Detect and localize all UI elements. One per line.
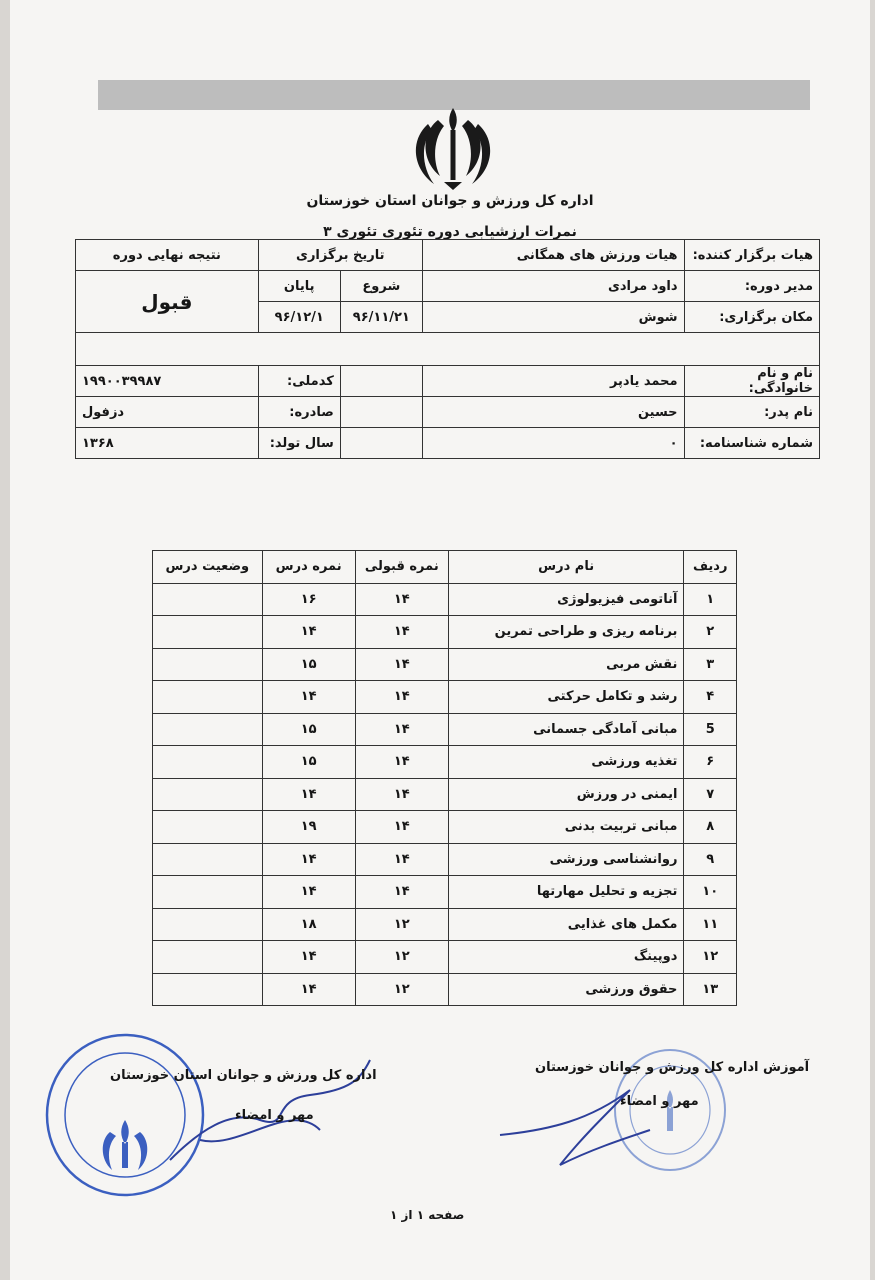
issued-value: دزفول: [76, 397, 259, 428]
table-row: [153, 778, 737, 811]
course-grade: ۱۴: [262, 616, 355, 649]
empty-cell: [340, 428, 422, 459]
course-status: [153, 843, 263, 876]
table-row: [153, 908, 737, 941]
course-name: مکمل های غذایی: [448, 908, 684, 941]
right-signature-org: آموزش اداره کل ورزش و جوانان خوزستان: [535, 1060, 810, 1075]
pass-grade: ۱۲: [355, 941, 448, 974]
start-label: شروع: [340, 271, 422, 302]
course-status: [153, 811, 263, 844]
row-number: ۳: [684, 648, 737, 681]
course-status: [153, 876, 263, 909]
father-label: نام پدر:: [684, 397, 819, 428]
place-value: شوش: [422, 302, 684, 333]
course-name: حقوق ورزشی: [448, 973, 684, 1006]
result-value: قبول: [76, 271, 259, 333]
pass-grade: ۱۴: [355, 681, 448, 714]
idno-label: شماره شناسنامه:: [684, 428, 819, 459]
table-row: [153, 681, 737, 714]
national-value: ۱۹۹۰۰۳۹۹۸۷: [76, 366, 259, 397]
row-number: ۱۰: [684, 876, 737, 909]
grades-table: [152, 550, 737, 1006]
header-course-status: وضعیت درس: [153, 551, 263, 584]
course-grade: ۱۵: [262, 746, 355, 779]
row-number: ۶: [684, 746, 737, 779]
course-status: [153, 778, 263, 811]
name-value: محمد یادپر: [422, 366, 684, 397]
right-signature-sub: مهر و امضاء: [620, 1094, 699, 1109]
table-row: [153, 713, 737, 746]
end-value: ۹۶/۱۲/۱: [258, 302, 340, 333]
end-label: پایان: [258, 271, 340, 302]
row-number: ۸: [684, 811, 737, 844]
document-sheet: [10, 0, 870, 1280]
header-row-no: ردیف: [684, 551, 737, 584]
org-heading: اداره کل ورزش و جوانان استان خوزستان: [306, 193, 594, 209]
course-name: نقش مربی: [448, 648, 684, 681]
place-label: مکان برگزاری:: [684, 302, 819, 333]
course-grade: ۱۴: [262, 973, 355, 1006]
table-row: [153, 941, 737, 974]
course-status: [153, 908, 263, 941]
row-number: ۱: [684, 583, 737, 616]
course-status: [153, 941, 263, 974]
course-name: دوپینگ: [448, 941, 684, 974]
header-course-name: نام درس: [448, 551, 684, 584]
page-title: نمرات ارزشیابی دوره تئوری تئوری ۳: [323, 224, 577, 240]
result-header: نتیجه نهایی دوره: [76, 240, 259, 271]
course-name: برنامه ریزی و طراحی تمرین: [448, 616, 684, 649]
table-row: [153, 583, 737, 616]
left-signature-sub: مهر و امضاء: [235, 1108, 314, 1123]
header-pass-grade: نمره قبولی: [355, 551, 448, 584]
row-number: ۲: [684, 616, 737, 649]
course-status: [153, 583, 263, 616]
row-number: ۹: [684, 843, 737, 876]
course-name: تجزیه و تحلیل مهارتها: [448, 876, 684, 909]
birth-value: ۱۳۶۸: [76, 428, 259, 459]
pass-grade: ۱۴: [355, 648, 448, 681]
page-number: صفحه ۱ از ۱: [390, 1208, 465, 1222]
table-row: [153, 616, 737, 649]
iran-emblem-icon: [408, 102, 498, 192]
row-number: ۱۱: [684, 908, 737, 941]
pass-grade: ۱۲: [355, 973, 448, 1006]
course-status: [153, 746, 263, 779]
pass-grade: ۱۴: [355, 876, 448, 909]
start-value: ۹۶/۱۱/۲۱: [340, 302, 422, 333]
issued-label: صادره:: [258, 397, 340, 428]
course-grade: ۱۵: [262, 713, 355, 746]
pass-grade: ۱۲: [355, 908, 448, 941]
course-grade: ۱۴: [262, 681, 355, 714]
row-number: ۱۲: [684, 941, 737, 974]
pass-grade: ۱۴: [355, 778, 448, 811]
course-status: [153, 616, 263, 649]
table-row: [153, 876, 737, 909]
table-row: [153, 973, 737, 1006]
pass-grade: ۱۴: [355, 811, 448, 844]
manager-value: داود مرادی: [422, 271, 684, 302]
course-status: [153, 681, 263, 714]
course-name: مبانی تربیت بدنی: [448, 811, 684, 844]
right-signature-icon: [490, 1060, 690, 1180]
pass-grade: ۱۴: [355, 713, 448, 746]
course-name: آناتومی فیزیولوژی: [448, 583, 684, 616]
course-name: مبانی آمادگی جسمانی: [448, 713, 684, 746]
organizer-value: هیات ورزش های همگانی: [422, 240, 684, 271]
table-row: [153, 843, 737, 876]
course-name: تغذیه ورزشی: [448, 746, 684, 779]
course-grade: ۱۸: [262, 908, 355, 941]
national-label: کدملی:: [258, 366, 340, 397]
course-info-table: [75, 239, 820, 459]
pass-grade: ۱۴: [355, 583, 448, 616]
course-grade: ۱۴: [262, 778, 355, 811]
pass-grade: ۱۴: [355, 616, 448, 649]
empty-cell: [340, 366, 422, 397]
course-grade: ۱۹: [262, 811, 355, 844]
row-number: ۴: [684, 681, 737, 714]
father-value: حسین: [422, 397, 684, 428]
course-status: [153, 648, 263, 681]
table-row: [153, 648, 737, 681]
row-number: ۱۳: [684, 973, 737, 1006]
pass-grade: ۱۴: [355, 843, 448, 876]
course-grade: ۱۵: [262, 648, 355, 681]
course-grade: ۱۴: [262, 876, 355, 909]
idno-value: ۰: [422, 428, 684, 459]
course-status: [153, 713, 263, 746]
manager-label: مدیر دوره:: [684, 271, 819, 302]
course-grade: ۱۴: [262, 941, 355, 974]
pass-grade: ۱۴: [355, 746, 448, 779]
empty-cell: [340, 397, 422, 428]
name-label: نام و نام خانوادگی:: [684, 366, 819, 397]
row-number: ۷: [684, 778, 737, 811]
course-grade: ۱۴: [262, 843, 355, 876]
left-signature-org: اداره کل ورزش و جوانان استان خوزستان: [110, 1068, 377, 1083]
table-row: [153, 746, 737, 779]
header-course-grade: نمره درس: [262, 551, 355, 584]
course-name: رشد و تکامل حرکتی: [448, 681, 684, 714]
organizer-label: هیات برگزار کننده:: [684, 240, 819, 271]
table-row: [153, 811, 737, 844]
spacer-row: [76, 333, 820, 366]
course-name: ایمنی در ورزش: [448, 778, 684, 811]
row-number: 5: [684, 713, 737, 746]
course-name: روانشناسی ورزشی: [448, 843, 684, 876]
date-header: تاریخ برگزاری: [258, 240, 422, 271]
course-status: [153, 973, 263, 1006]
course-grade: ۱۶: [262, 583, 355, 616]
birth-label: سال تولد:: [258, 428, 340, 459]
